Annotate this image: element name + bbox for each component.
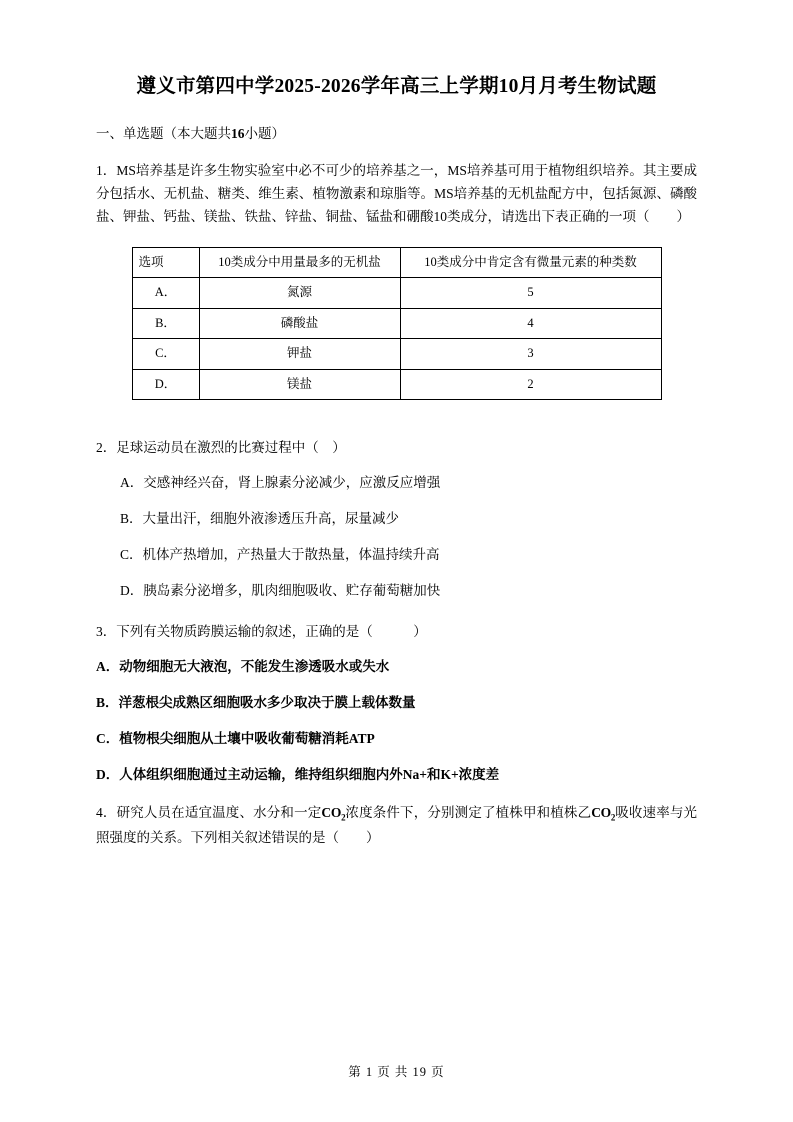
co2-formula-subscript: 2 [610,812,616,823]
co2-formula-subscript: 2 [341,812,346,823]
table-header-trace-count: 10类成分中肯定含有微量元素的种类数 [400,247,661,278]
ms-options-table [132,247,662,401]
question-4 [96,801,697,849]
section-label-suffix: 小题） [244,126,285,142]
page-title: 遵义市第四中学2025-2026学年高三上学期10月月考生物试题 [136,76,657,97]
question-2-number: 2． [96,440,117,455]
question-4-text-part2: 浓度条件下，分别测定了植株甲和植株乙 [345,804,592,820]
table-cell-option: A． [132,278,199,309]
table-cell-salt: 镁盐 [199,369,400,400]
section-label-count: 16 [231,126,245,142]
table-row [132,308,661,339]
table-row [132,369,661,400]
question-3-option-d: D．人体组织细胞通过主动运输，维持组织细胞内外Na+和K+浓度差 [96,767,500,782]
question-2-option-b: B．大量出汗，细胞外液渗透压升高，尿量减少 [120,511,400,527]
table-cell-count: 5 [400,278,661,309]
table-row [132,278,661,309]
section-label [96,123,697,145]
question-4-number: 4． [96,804,117,820]
table-cell-count: 4 [400,308,661,339]
question-3-option-b: B．洋葱根尖成熟区细胞吸水多少取决于膜上载体数量 [96,695,416,711]
question-2-option-a: A．交感神经兴奋，肾上腺素分泌减少，应激反应增强 [120,475,441,491]
page-footer: 第 1 页 共 19 页 [348,1065,445,1079]
question-4-text-part3: 吸收速率与光照强度的关系。下列相关叙述错误的是（ ） [96,804,698,846]
table-header-option: 选项 [132,247,199,278]
question-3-number: 3． [96,623,117,639]
table-header-most-abundant: 10类成分中用量最多的无机盐 [199,247,400,278]
co2-formula [591,804,616,823]
question-3-option-c: C．植物根尖细胞从土壤中吸收葡萄糖消耗ATP [96,731,375,747]
question-3-option-a: A．动物细胞无大液泡，不能发生渗透吸水或失水 [96,659,390,675]
co2-formula-main: CO [321,804,342,820]
question-1-text: MS培养基是许多生物实验室中必不可少的培养基之一，MS培养基可用于植物组织培养。其主要成分包括水、无机盐、糖类、维生素、植物激素和琼脂等。MS培养基的无机盐配方中，包括氮源、磷酸盐、钾盐、钙盐、镁盐、铁盐、锌盐、铜盐、锰盐和硼酸10类成分，请选出下表正确的一项（ ） [96,162,698,225]
table-cell-option: B． [132,308,199,339]
question-1-number: 1． [96,162,117,178]
question-2-option-c: C．机体产热增加，产热量大于散热量，体温持续升高 [120,547,440,563]
co2-formula-main: CO [591,804,611,820]
question-1 [96,159,697,229]
table-row [132,339,661,370]
table-cell-salt: 氮源 [199,278,400,309]
question-2-option-d: D．胰岛素分泌增多，肌肉细胞吸收、贮存葡萄糖加快 [120,583,441,599]
table-cell-option: C． [132,339,199,370]
question-2-text: 足球运动员在激烈的比赛过程中（ ） [116,440,346,455]
question-2 [96,436,697,459]
section-label-prefix: 一、单选题（本大题共 [96,126,231,142]
co2-formula [321,804,346,823]
table-cell-salt: 磷酸盐 [199,308,400,339]
question-3-text: 下列有关物质跨膜运输的叙述，正确的是（ ） [116,623,427,639]
question-4-text-part1: 研究人员在适宜温度、水分和一定 [116,804,322,820]
question-3 [96,620,697,643]
table-header-row [132,247,661,278]
table-cell-option: D． [132,369,199,400]
table-cell-count: 3 [400,339,661,370]
table-cell-count: 2 [400,369,661,400]
table-cell-salt: 钾盐 [199,339,400,370]
